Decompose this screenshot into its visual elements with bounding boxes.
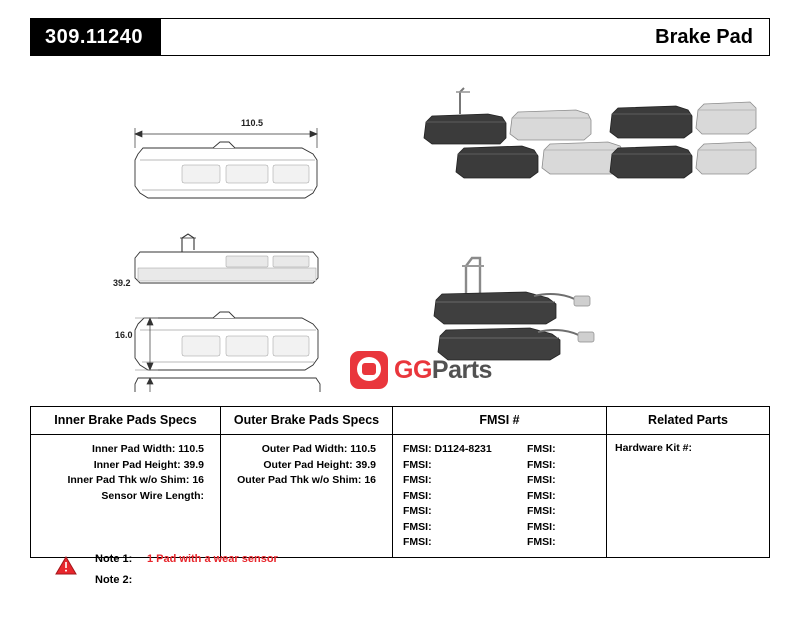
fmsi-left-label: FMSI: <box>403 458 432 471</box>
outer-pad-thickness-label: Outer Pad Thk w/o Shim: <box>237 474 362 486</box>
fmsi-rows <box>399 442 600 551</box>
note-1-value: 1 Pad with a wear sensor <box>147 553 278 565</box>
inner-specs-column <box>31 435 221 557</box>
related-parts-column <box>607 435 769 557</box>
specs-table-body <box>31 435 769 557</box>
fmsi-column <box>393 435 607 557</box>
fmsi-left-label: FMSI: <box>403 443 432 455</box>
outer-specs-column <box>221 435 393 557</box>
fmsi-right-label: FMSI: <box>527 505 556 517</box>
fmsi-left <box>399 458 521 474</box>
dim-width-label: 110.5 <box>241 118 264 128</box>
outer-pad-height-value: 39.9 <box>355 458 376 471</box>
page-title: Brake Pad <box>655 26 753 48</box>
inner-pad-thickness-label: Inner Pad Thk w/o Shim: <box>67 474 190 486</box>
outer-pad-width-label: Outer Pad Width: <box>261 443 348 455</box>
fmsi-row <box>399 535 600 551</box>
dim-height-label: 39.2 <box>113 278 131 288</box>
fmsi-left <box>399 473 521 489</box>
fmsi-left <box>399 535 521 551</box>
header-fmsi: FMSI # <box>393 407 607 434</box>
inner-pad-height-label: Inner Pad Height: <box>93 458 181 471</box>
outer-spec-row <box>227 442 386 458</box>
fmsi-left-label: FMSI: <box>403 474 432 486</box>
fmsi-right <box>521 442 556 458</box>
header-related-parts: Related Parts <box>648 413 728 427</box>
note-1-label: Note 1: <box>95 553 133 565</box>
fmsi-left <box>399 489 521 505</box>
outer-spec-row <box>227 458 386 474</box>
note-1-row <box>55 553 555 574</box>
sensor-wire-length-label: Sensor Wire Length: <box>101 489 204 502</box>
specs-table-header-row <box>31 407 769 435</box>
fmsi-left-label: FMSI: <box>403 520 432 533</box>
note-2-row <box>55 574 555 595</box>
fmsi-right-label: FMSI: <box>527 443 556 455</box>
product-photo-sensor-pads <box>418 252 618 382</box>
fmsi-row <box>399 473 600 489</box>
product-photo-pad-set <box>398 86 758 216</box>
fmsi-left-value: D1124-8231 <box>434 443 492 455</box>
outer-pad-thickness-value: 16 <box>364 474 376 486</box>
note-2-label: Note 2: <box>95 574 133 586</box>
part-number: 309.11240 <box>31 19 161 55</box>
outer-spec-row <box>227 473 386 489</box>
fmsi-right-label: FMSI: <box>527 474 556 486</box>
header-outer-specs: Outer Brake Pads Specs <box>221 407 393 434</box>
notes-section <box>55 553 555 595</box>
warning-icon <box>55 556 77 575</box>
header-bar <box>30 18 770 56</box>
fmsi-row <box>399 504 600 520</box>
header-inner-specs: Inner Brake Pads Specs <box>31 407 221 434</box>
dim-thickness-label: 16.0 <box>115 330 133 340</box>
outer-pad-height-label: Outer Pad Height: <box>263 458 353 471</box>
specs-table <box>30 406 770 558</box>
drawing-area <box>30 62 770 392</box>
fmsi-left-label: FMSI: <box>403 489 432 502</box>
fmsi-right <box>521 473 556 489</box>
watermark-text-parts: Parts <box>431 355 492 384</box>
fmsi-right <box>521 504 556 520</box>
fmsi-left <box>399 442 521 458</box>
fmsi-right-label: FMSI: <box>527 458 556 471</box>
fmsi-left-label: FMSI: <box>403 505 432 517</box>
inner-pad-height-value: 39.9 <box>183 458 204 471</box>
fmsi-row <box>399 520 600 536</box>
fmsi-right <box>521 458 556 474</box>
watermark-text-gg: GG <box>394 355 432 384</box>
fmsi-row <box>399 458 600 474</box>
outer-pad-width-value: 110.5 <box>350 443 376 455</box>
inner-spec-row <box>37 442 214 458</box>
fmsi-right-label: FMSI: <box>527 536 556 548</box>
fmsi-row <box>399 489 600 505</box>
inner-pad-width-label: Inner Pad Width: <box>92 443 176 455</box>
inner-spec-row <box>37 489 214 505</box>
fmsi-row <box>399 442 600 458</box>
fmsi-right-label: FMSI: <box>527 520 556 533</box>
fmsi-left <box>399 520 521 536</box>
fmsi-right <box>521 535 556 551</box>
inner-spec-row <box>37 473 214 489</box>
fmsi-right <box>521 520 556 536</box>
fmsi-left <box>399 504 521 520</box>
inner-pad-thickness-value: 16 <box>192 474 204 486</box>
hardware-kit-label: Hardware Kit #: <box>615 442 693 454</box>
fmsi-right-label: FMSI: <box>527 489 556 502</box>
fmsi-left-label: FMSI: <box>403 536 432 548</box>
fmsi-right <box>521 489 556 505</box>
inner-spec-row <box>37 458 214 474</box>
inner-pad-width-value: 110.5 <box>178 443 204 455</box>
